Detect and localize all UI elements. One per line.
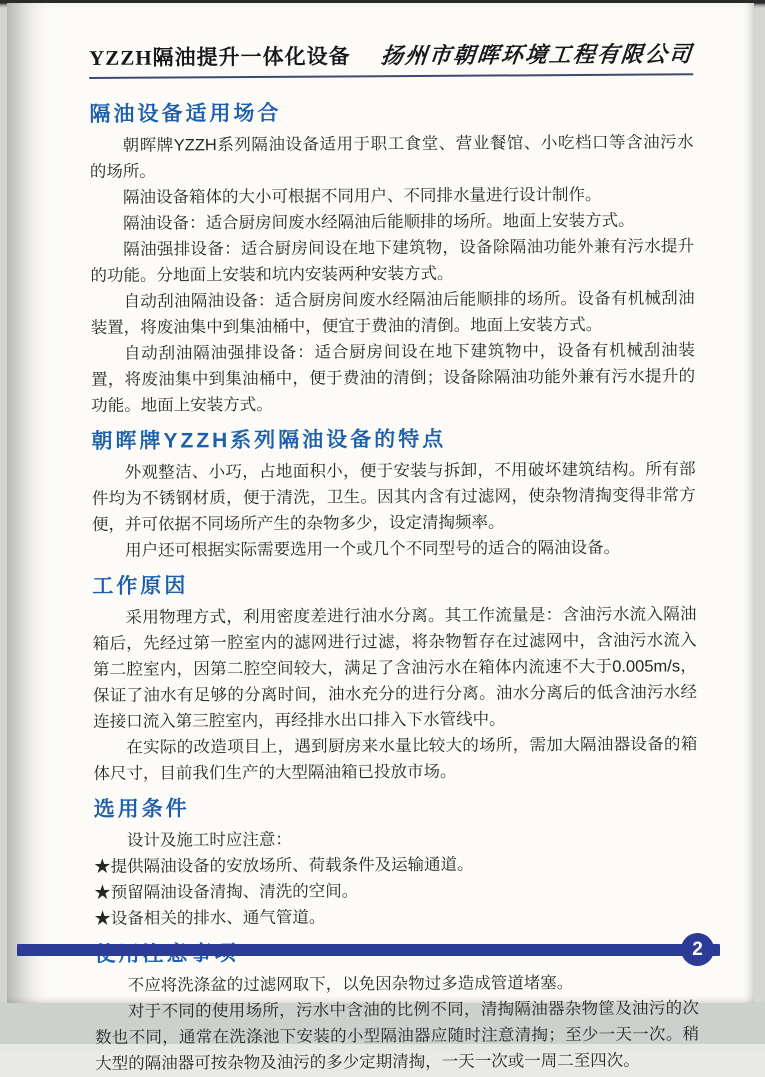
paragraph: 在实际的改造项目上，遇到厨房来水量比较大的场所，需加大隔油器设备的箱体尺寸，目前我们生产的大型隔油箱已投放市场。 bbox=[93, 735, 698, 783]
section-heading-application: 隔油设备适用场合 bbox=[89, 101, 282, 126]
bullet-item: ★设备相关的排水、通气管道。 bbox=[94, 908, 326, 928]
section-heading-selection: 选用条件 bbox=[93, 797, 190, 821]
footer-bar bbox=[17, 944, 720, 956]
paragraph: 隔油设备箱体的大小可根据不同用户、不同排水量进行设计制作。 bbox=[122, 185, 602, 207]
section-heading-features: 朝晖牌YZZH系列隔油设备的特点 bbox=[91, 427, 447, 453]
paragraph: 隔油强排设备：适合厨房间设在地下建筑物，设备除隔油功能外兼有污水提升的功能。分地面上安装和坑内安装两种安装方式。 bbox=[90, 237, 695, 285]
paragraph: 设计及施工时应注意： bbox=[126, 830, 292, 850]
page-number: 2 bbox=[692, 938, 703, 960]
page-number-badge bbox=[681, 933, 714, 966]
bullet-item: ★提供隔油设备的安放场所、荷载条件及运输通道。 bbox=[93, 855, 474, 876]
header-rule bbox=[89, 73, 693, 79]
section-heading-principle: 工作原因 bbox=[92, 574, 189, 598]
paragraph: 自动刮油隔油设备：适合厨房间废水经隔油后能顺排的场所。设备有机械刮油装置，将废油集中到集油桶中，便宜于费油的清倒。地面上安装方式。 bbox=[90, 289, 695, 337]
page-content bbox=[89, 37, 699, 1077]
paragraph: 不应将洗涤盆的过滤网取下，以免因杂物过多造成管道堵塞。 bbox=[127, 974, 574, 995]
paragraph: 对于不同的使用场所，污水中含油的比例不同，清掏隔油器杂物筐及油污的次数也不同，通常在洗涤池下安装的小型隔油器应随时注意清掏；至少一天一次。稍大型的隔油器可按杂物及油污的多少定期清掏，一天一次或一周二至四次。 bbox=[95, 999, 700, 1073]
paragraph: 隔油设备：适合厨房间废水经隔油后能顺排的场所。地面上安装方式。 bbox=[123, 211, 635, 233]
sections bbox=[89, 97, 699, 1077]
paragraph: 采用物理方式，利用密度差进行油水分离。其工作流量是：含油污水流入隔油箱后，先经过第一腔室内的滤网进行过滤，将杂物暂存在过滤网中，含油污水流入第二腔室内，因第二腔空间较大，满足了含油污水在箱体内流速不大于0.005m/s，保证了油水有足够的分离时间，油水充分的进行分离。油水分离后的低含油污水经连接口流入第三腔室内，再经排水出口排入下水管线中。 bbox=[92, 605, 698, 731]
bullet-item: ★预留隔油设备清掏、清洗的空间。 bbox=[94, 882, 359, 902]
paragraph: 自动刮油隔油强排设备：适合厨房间设在地下建筑物中，设备有机械刮油装置，将废油集中到集油桶中，便于费油的清倒；设备除隔油功能外兼有污水提升的功能。地面上安装方式。 bbox=[91, 341, 696, 415]
paragraph: 外观整洁、小巧，占地面积小，便于安装与拆卸，不用破坏建筑结构。所有部件均为不锈钢材质，便于清洗，卫生。因其内含有过滤网，使杂物清掏变得非常方便，并可依据不同场所产生的杂物多少，设定清掏频率。 bbox=[91, 460, 696, 534]
paragraph: 朝晖牌YZZH系列隔油设备适用于职工食堂、营业餐馆、小吃档口等含油污水的场所。 bbox=[89, 133, 694, 181]
page-header bbox=[89, 37, 693, 72]
paragraph: 用户还可根据实际需要选用一个或几个不同型号的适合的隔油设备。 bbox=[125, 538, 621, 560]
document-page bbox=[7, 3, 754, 1073]
product-title: YZZH隔油提升一体化设备 bbox=[89, 44, 351, 70]
company-name: 扬州市朝晖环境工程有限公司 bbox=[379, 41, 695, 70]
